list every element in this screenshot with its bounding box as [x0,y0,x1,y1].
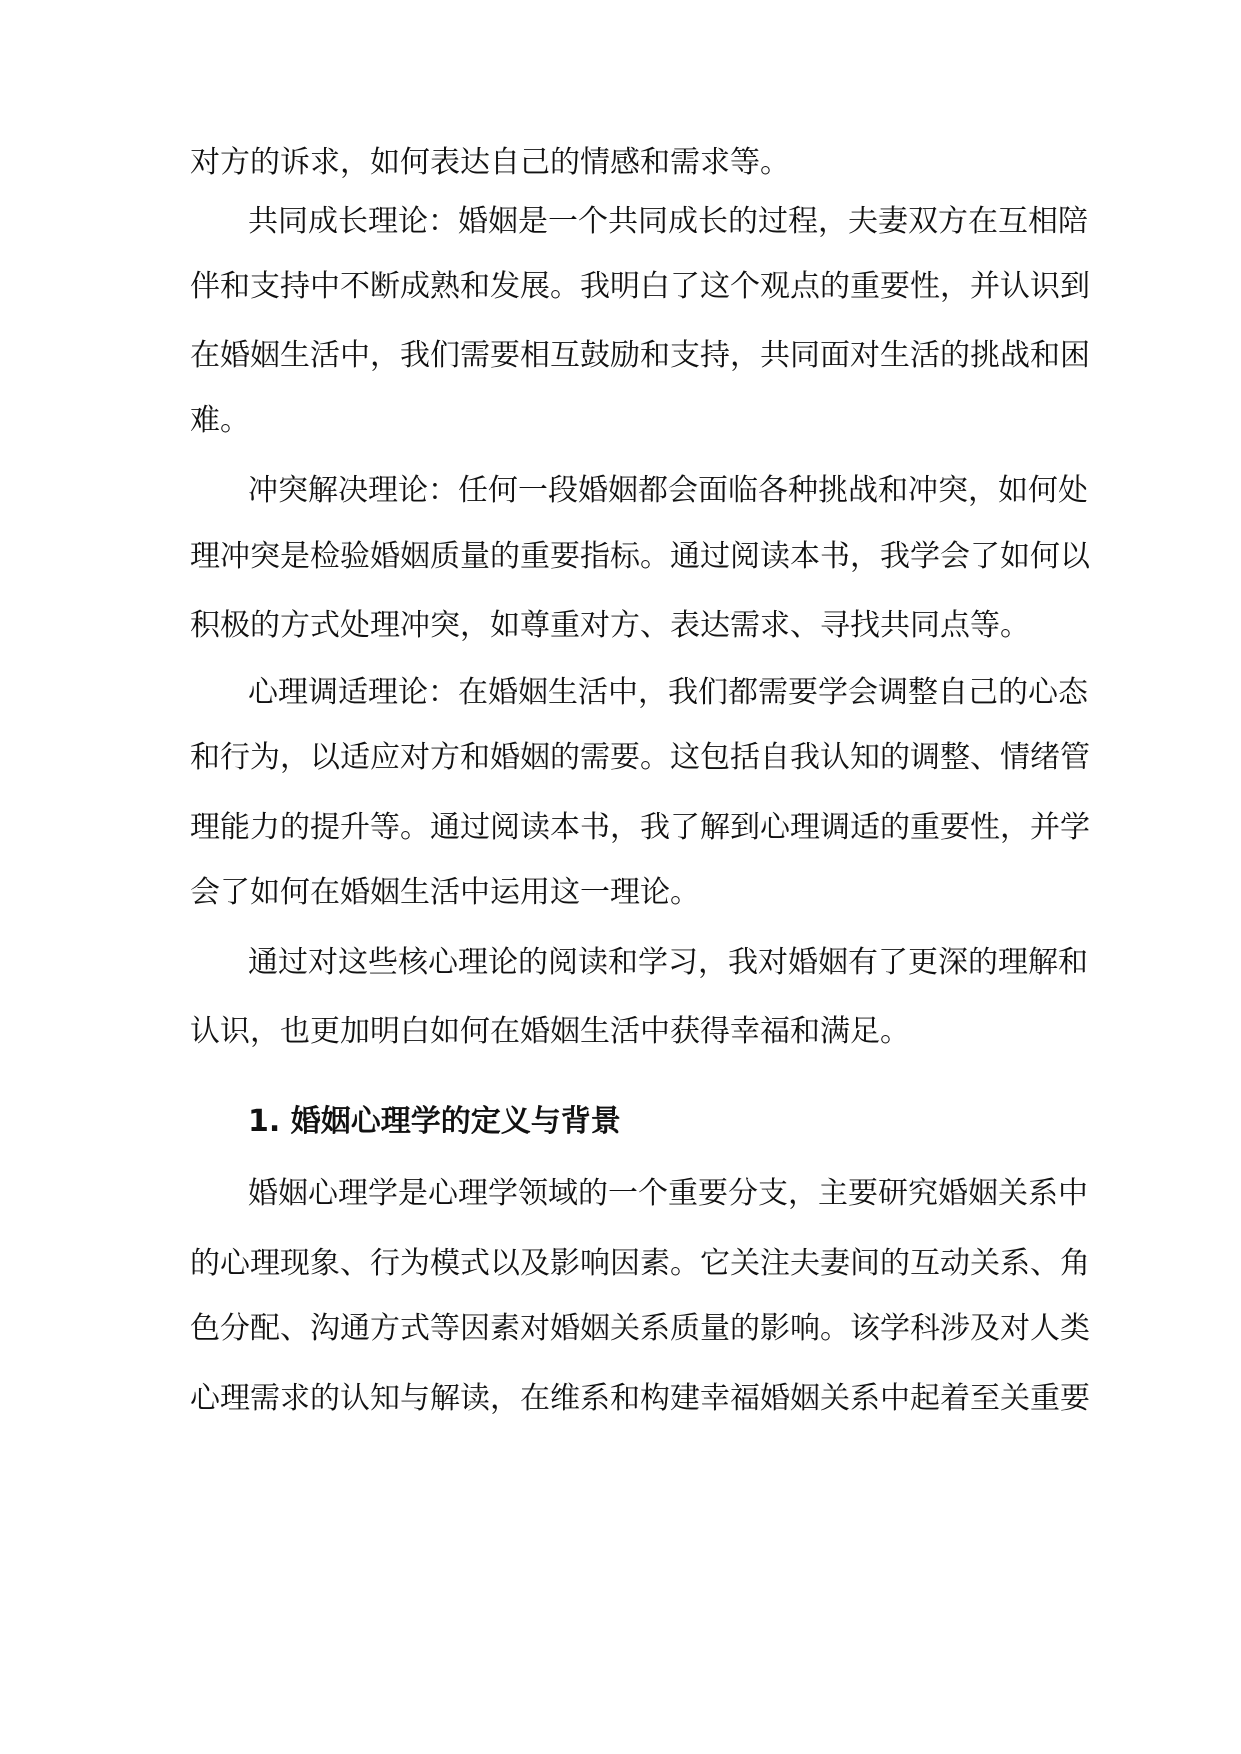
paragraph-line: 积极的方式处理冲突，如尊重对方、表达需求、寻找共同点等。 [190,608,1030,643]
paragraph-line: 共同成长理论：婚姻是一个共同成长的过程，夫妻双方在互相陪 [248,204,1088,239]
paragraph-line: 认识，也更加明白如何在婚姻生活中获得幸福和满足。 [190,1014,910,1049]
paragraph-line: 会了如何在婚姻生活中运用这一理论。 [190,875,700,910]
paragraph-line: 心理调适理论：在婚姻生活中，我们都需要学会调整自己的心态 [248,675,1088,710]
paragraph-line: 婚姻心理学是心理学领域的一个重要分支，主要研究婚姻关系中 [248,1176,1088,1211]
paragraph-line: 在婚姻生活中，我们需要相互鼓励和支持，共同面对生活的挑战和困 [190,338,1090,373]
paragraph-line: 心理需求的认知与解读，在维系和构建幸福婚姻关系中起着至关重要 [190,1381,1090,1416]
paragraph-line: 色分配、沟通方式等因素对婚姻关系质量的影响。该学科涉及对人类 [190,1311,1090,1346]
paragraph-line: 对方的诉求，如何表达自己的情感和需求等。 [190,145,790,180]
paragraph-line: 伴和支持中不断成熟和发展。我明白了这个观点的重要性，并认识到 [190,269,1090,304]
section-heading: 1. 婚姻心理学的定义与背景 [248,1104,621,1139]
paragraph-line: 难。 [190,403,250,438]
paragraph-line: 冲突解决理论：任何一段婚姻都会面临各种挑战和冲突，如何处 [248,473,1088,508]
paragraph-line: 理能力的提升等。通过阅读本书，我了解到心理调适的重要性，并学 [190,810,1090,845]
paragraph-line: 和行为，以适应对方和婚姻的需要。这包括自我认知的调整、情绪管 [190,740,1090,775]
paragraph-line: 通过对这些核心理论的阅读和学习，我对婚姻有了更深的理解和 [248,945,1088,980]
paragraph-line: 理冲突是检验婚姻质量的重要指标。通过阅读本书，我学会了如何以 [190,539,1090,574]
paragraph-line: 的心理现象、行为模式以及影响因素。它关注夫妻间的互动关系、角 [190,1246,1090,1281]
